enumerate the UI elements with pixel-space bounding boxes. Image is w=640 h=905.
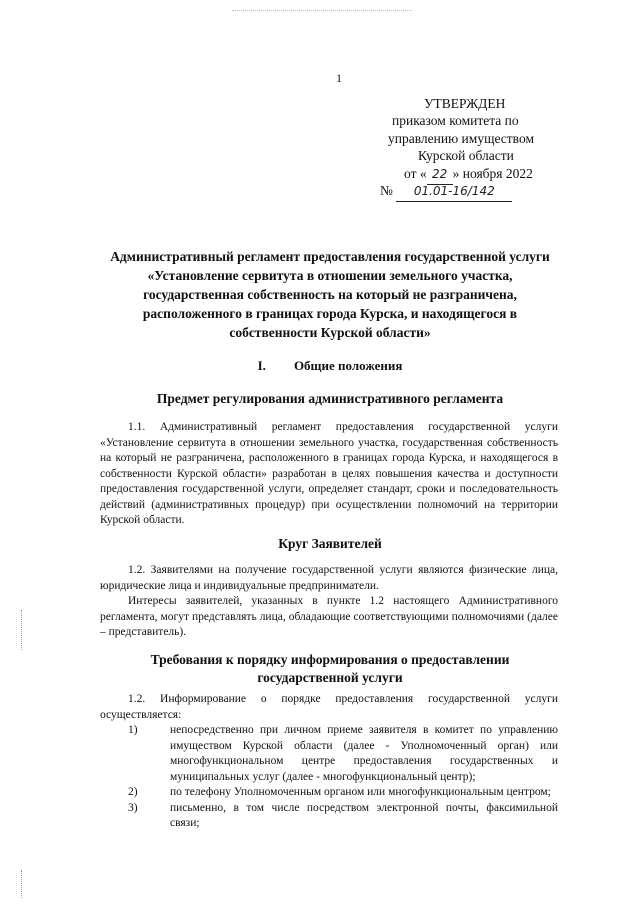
regulation-title: Административный регламент предоставления государственной услуги «Установление сервитута в отношении земельного участка, государственная собственность на который не разграничена, расположенного в границах города Курска, и находящегося в собственности Курской области» bbox=[110, 249, 550, 340]
scan-artifact bbox=[232, 10, 412, 12]
approval-title: УТВЕРЖДЕН bbox=[424, 96, 506, 111]
margin-mark bbox=[21, 870, 23, 898]
paragraph-information: 1.2. Информирование о порядке предоставления государственной услуги осуществляется: 1) непосредственно при личном приеме заявителя в комитет по управлению имуществом Курской области (далее - Уполномоченный орган) или многофункциональном центре предоставления государственных и муниципальных услуг (далее - многофункциональный центр); 2) по телефону Уполномоченным органом или многофункциональным центром; 3) письменно, в том числе посредством электронной почты, факсимильной связи; bbox=[100, 692, 558, 832]
section-heading: I. Общие положения bbox=[257, 358, 403, 373]
approval-line: управлению имуществом bbox=[388, 131, 535, 146]
approval-line: приказом комитета по bbox=[392, 113, 519, 128]
list-item: 2) по телефону Уполномоченным органом или многофункциональным центром; bbox=[128, 786, 551, 798]
approval-date: от « 22 » ноября 2022 bbox=[404, 165, 533, 185]
list-item: 1) непосредственно при личном приеме заявителя в комитет по управлению имуществом Курской области (далее - Уполномоченный орган) или многофункциональном центре предоставления государственных и муниципальных услуг (далее - многофункциональный центр); bbox=[128, 724, 558, 783]
order-number-handwritten: 01.01-16/142 bbox=[396, 183, 512, 202]
list-item: 3) письменно, в том числе посредством электронной почты, факсимильной связи; bbox=[128, 801, 558, 829]
subsection-heading: Предмет регулирования административного регламента bbox=[156, 391, 504, 406]
margin-mark bbox=[21, 610, 23, 650]
paragraph-1-2: 1.2. Заявителями на получение государственной услуги являются физические лица, юридические лица и индивидуальные предприниматели. Интересы заявителей, указанных в пункте 1.2 настоящего Административного регламента, могут представлять лица, обладающие соответствующими полномочиями (далее – представитель). bbox=[100, 564, 558, 638]
approval-line: Курской области bbox=[418, 148, 514, 163]
paragraph-1-1: 1.1. Административный регламент предоставления государственной услуги «Установление сервитута в отношении земельного участка, государственная собственность на который не разграничена, расположенного в границах города Курска, и находящегося в собственности Курской области» разработан в целях повышения качества и доступности предоставления государственной услуги, определяет стандарт, сроки и последовательность действий (административных процедур) при осуществлении полномочий на территории Курской области. bbox=[100, 421, 558, 526]
approval-number: № 01.01-16/142 bbox=[380, 182, 512, 202]
subsection-heading: Круг Заявителей bbox=[278, 536, 382, 551]
page-number: 1 bbox=[336, 71, 342, 85]
date-day-handwritten: 22 bbox=[427, 166, 453, 185]
subsection-heading: Требования к порядку информирования о предоставлении государственной услуги bbox=[150, 652, 510, 685]
